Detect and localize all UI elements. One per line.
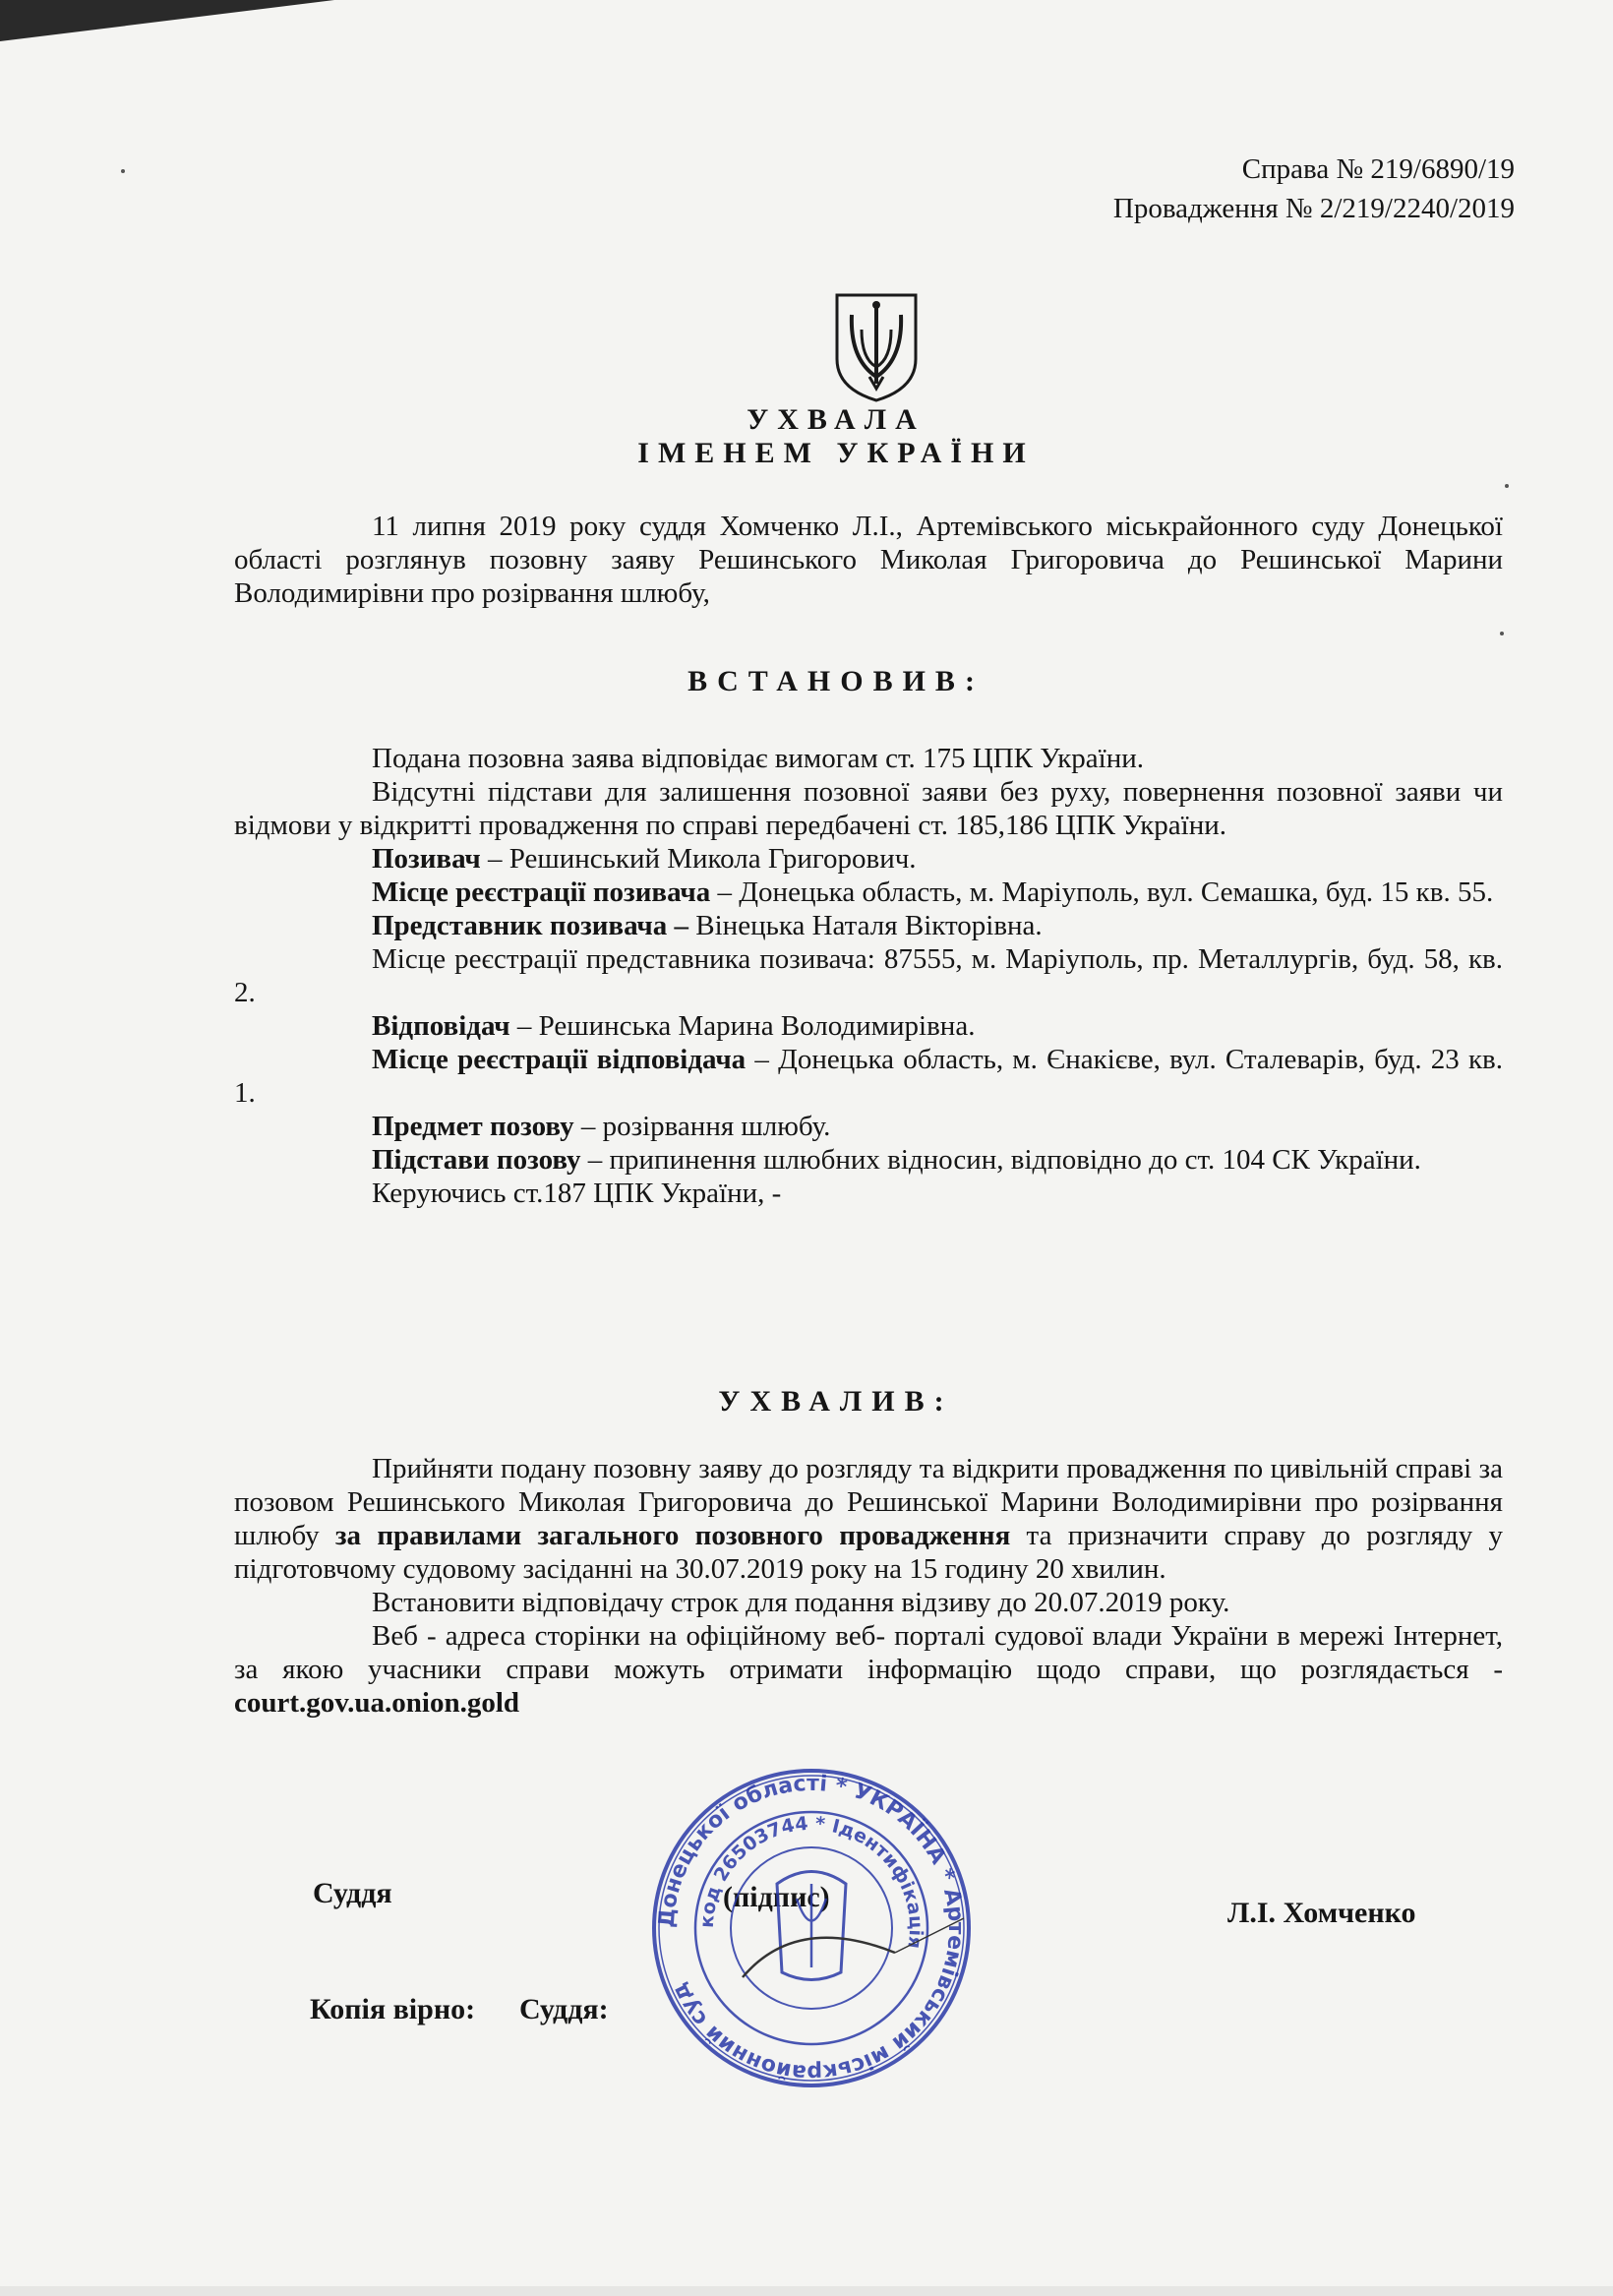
representative-line: Представник позивача – Вінецька Наталя Вікторівна.: [372, 910, 1043, 941]
proceeding-number: Провадження № 2/219/2240/2019: [1112, 193, 1515, 224]
claim-grounds: Підстави позову – припинення шлюбних відносин, відповідно до ст. 104 СК України.: [372, 1144, 1421, 1176]
web-address-paragraph: Веб - адреса сторінки на офіційному веб- порталі судової влади України в мережі Інтернет, за якою учасники справи можуть отримати інформацію щодо справи, що розглядається - court.gov.ua.onion.gold: [234, 1620, 1503, 1719]
resolved-section: [234, 1452, 1503, 1720]
representative-registration: Місце реєстрації представника позивача: 87555, м. Маріуполь, пр. Металлургів, буд. 58, кв. 2.: [234, 943, 1503, 1008]
stamp-inner-text: код 26503744 * Ідентифікація: [695, 1812, 927, 1951]
scan-speck: [1500, 632, 1504, 635]
plaintiff-registration: Місце реєстрації позивача – Донецька область, м. Маріуполь, вул. Семашка, буд. 15 кв. 55.: [372, 876, 1494, 908]
stamp-outer-text: Донецької області * УКРАЇНА * Артемівський міськрайонний суд: [654, 1771, 969, 2085]
copy-certified-label: Копія вірно:: [310, 1993, 476, 2025]
established-heading: ВСТАНОВИВ:: [687, 665, 985, 697]
scan-bottom-edge: [0, 2286, 1613, 2296]
defendant-line: Відповідач – Решинська Марина Володимирівна.: [372, 1010, 976, 1042]
document-title: УХВАЛА: [747, 403, 926, 436]
scan-speck: [121, 169, 125, 173]
document-subtitle: ІМЕНЕМ УКРАЇНИ: [637, 437, 1035, 469]
case-references: [1113, 150, 1515, 228]
trident-emblem-icon: [832, 290, 921, 403]
guided-by: Керуючись ст.187 ЦПК України, -: [372, 1178, 782, 1209]
court-seal-stamp: [649, 1766, 974, 2090]
judge-label: Суддя: [313, 1877, 392, 1909]
scan-speck: [1505, 484, 1509, 488]
paragraph-no-grounds: Відсутні підстави для залишення позовної заяви без руху, повернення позовної заяви чи відмови у відкритті провадження по справі передбачені ст. 185,186 ЦПК України.: [234, 776, 1503, 841]
plaintiff-line: Позивач – Решинський Микола Григорович.: [372, 843, 917, 875]
judge-name: Л.І. Хомченко: [1227, 1897, 1416, 1929]
defendant-registration: Місце реєстрації відповідача – Донецька область, м. Єнакієве, вул. Сталеварів, буд. 23 кв. 1.: [234, 1044, 1503, 1109]
case-number: Справа № 219/6890/19: [1241, 153, 1515, 185]
signature-mark: (підпис): [723, 1881, 830, 1913]
scan-corner-shadow: [0, 0, 334, 41]
copy-judge-label: Суддя:: [519, 1993, 609, 2025]
claim-subject: Предмет позову – розірвання шлюбу.: [372, 1111, 831, 1142]
resolved-heading: УХВАЛИВ:: [718, 1385, 954, 1418]
response-deadline: Встановити відповідачу строк для подання відзиву до 20.07.2019 року.: [372, 1587, 1230, 1618]
established-section: [234, 742, 1503, 1210]
resolution-paragraph: Прийняти подану позовну заяву до розгляду та відкрити провадження по цивільній справі за позовом Решинського Миколая Григоровича до Решинської Марини Володимирівни про розірвання шлюбу за правилами загального позовного провадження та призначити справу до розгляду у підготовчому судовому засіданні на 30.07.2019 року на 15 годину 20 хвилин.: [234, 1453, 1503, 1585]
intro-paragraph: 11 липня 2019 року суддя Хомченко Л.І., Артемівського міськрайонного суду Донецької області розглянув позовну заяву Решинського Миколая Григоровича до Решинської Марини Володимирівни про розірвання шлюбу,: [234, 511, 1503, 609]
paragraph-compliance: Подана позовна заява відповідає вимогам ст. 175 ЦПК України.: [372, 743, 1145, 774]
